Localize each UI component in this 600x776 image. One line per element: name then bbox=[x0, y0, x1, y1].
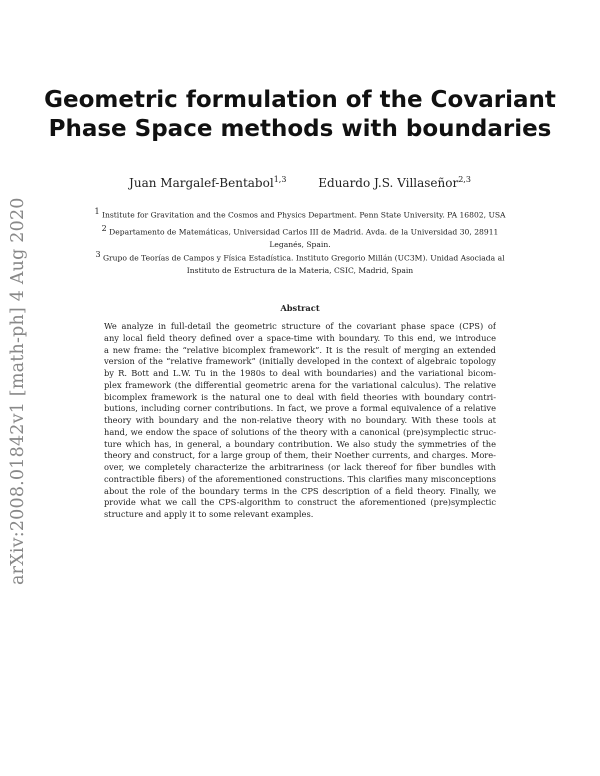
author-name: Juan Margalef-Bentabol bbox=[129, 176, 274, 190]
affiliation bbox=[80, 249, 520, 277]
arxiv-identifier-stamp: arXiv:2008.01842v1 [math-ph] 4 Aug 2020 bbox=[8, 197, 28, 585]
affiliation-line: Departamento de Matemáticas, Universidad Carlos III de Madrid. Avda. de la Universidad 30, 28911 bbox=[109, 227, 499, 237]
abstract-line: a new frame: the “relative bicomplex framework”. It is the result of merging an extended bbox=[104, 344, 496, 355]
author-affiliation-mark: 1,3 bbox=[273, 175, 287, 184]
abstract-line: about the role of the boundary terms in the CPS description of a field theory. Finally, we bbox=[104, 485, 496, 496]
abstract-line: structure and apply it to some relevant examples. bbox=[104, 509, 314, 519]
abstract-line: theory with boundary and the non-relative theory with no boundary. With these tools at bbox=[104, 415, 496, 425]
abstract-line: bicomplex framework is the natural one to deal with field theories with boundary contri- bbox=[104, 391, 496, 402]
abstract-line: provide what we call the CPS-algorithm to construct the aforementioned (pre)symplectic bbox=[104, 497, 496, 508]
affiliation bbox=[80, 206, 520, 222]
abstract-heading: Abstract bbox=[280, 303, 320, 313]
affiliation-mark: 3 bbox=[95, 250, 101, 259]
title-line: Geometric formulation of the Covariant bbox=[44, 87, 556, 113]
abstract-line: theory and construct, for a large group of them, their Noether currents, and charges. More- bbox=[104, 450, 496, 461]
affiliation bbox=[80, 223, 520, 251]
abstract-line: hand, we endow the space of solutions of the theory with a canonical (pre)symplectic struc- bbox=[104, 426, 496, 437]
affiliation-line: Grupo de Teorías de Campos y Física Estadística. Instituto Gregorio Millán (UC3M). Unidad Asociada al bbox=[102, 253, 505, 263]
author-list bbox=[0, 175, 600, 190]
author-name: Eduardo J.S. Villaseñor bbox=[318, 176, 459, 190]
abstract-line: ture which has, in general, a boundary contribution. We also study the symmetries of the bbox=[104, 438, 496, 449]
abstract-line: any local field theory defined over a space-time with boundary. To this end, we introduce bbox=[104, 332, 496, 343]
paper-title bbox=[0, 86, 600, 144]
affiliation-line: Leganés, Spain. bbox=[269, 239, 331, 249]
author-affiliation-mark: 2,3 bbox=[458, 175, 471, 184]
abstract-line: over, we completely characterize the arbitrariness (or lack thereof for fiber bundles with bbox=[104, 462, 496, 472]
author bbox=[129, 176, 286, 190]
author bbox=[318, 176, 471, 190]
affiliation-mark: 1 bbox=[94, 207, 100, 216]
abstract-body bbox=[104, 321, 496, 521]
abstract-line: We analyze in full-detail the geometric structure of the covariant phase space (CPS) of bbox=[104, 321, 496, 331]
abstract-line: version of the “relative framework” (initially developed in the context of algebraic topology bbox=[104, 356, 496, 367]
affiliation-mark: 2 bbox=[101, 224, 107, 233]
affiliation-line: Instituto de Estructura de la Materia, CSIC, Madrid, Spain bbox=[186, 265, 414, 275]
abstract-line: plex framework (the differential geometric arena for the variational calculus). The relative bbox=[104, 379, 496, 390]
title-line: Phase Space methods with boundaries bbox=[48, 116, 552, 142]
affiliation-line: Institute for Gravitation and the Cosmos and Physics Department. Penn State University. PA 16802, USA bbox=[101, 210, 506, 220]
abstract-line: butions, including corner contributions. In fact, we prove a formal equivalence of a relative bbox=[104, 403, 496, 414]
abstract-line: by R. Bott and L.W. Tu in the 1980s to deal with boundaries) and the variational bicom- bbox=[104, 368, 496, 378]
abstract-line: contractible fibers) of the aforementioned constructions. This clarifies many misconceptions bbox=[104, 473, 496, 484]
